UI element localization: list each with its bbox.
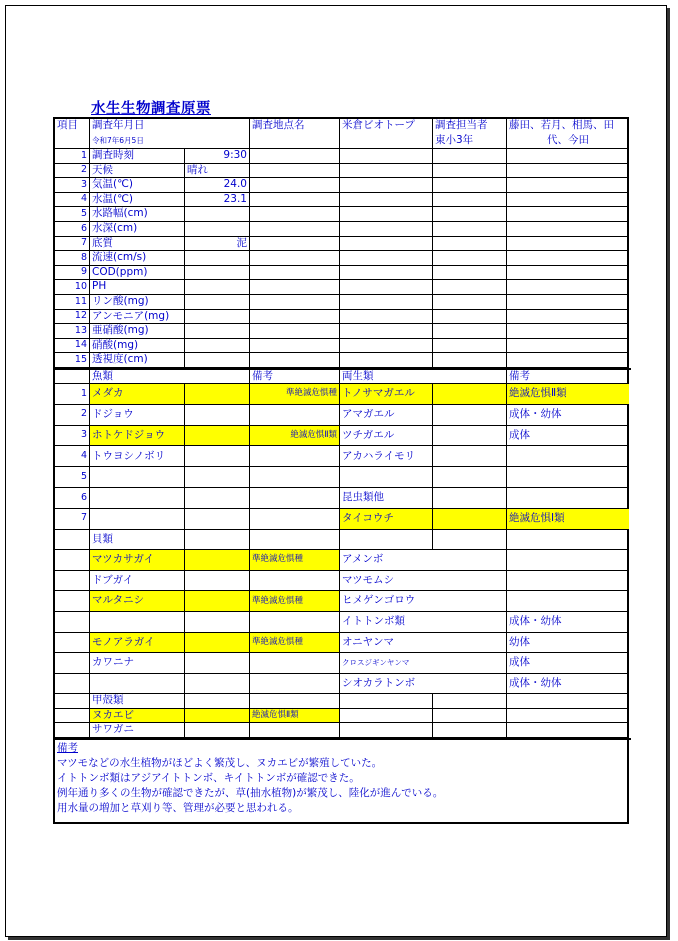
empty-cell xyxy=(433,237,507,252)
fish-name: ドジョウ xyxy=(90,405,185,426)
measurement-label: 硝酸(mg) xyxy=(90,339,185,354)
empty-cell xyxy=(340,280,433,295)
empty-cell xyxy=(55,550,90,571)
survey-sheet xyxy=(53,117,629,824)
insect-note: 成体・幼体 xyxy=(507,674,629,695)
empty-cell xyxy=(433,149,507,164)
measurement-no: 14 xyxy=(55,339,90,354)
measurement-value xyxy=(185,266,250,281)
measurement-value xyxy=(185,222,250,237)
remarks-line: 例年通り多くの生物が確認できたが、草(抽水植物)が繁茂し、陸化が進んでいる。 xyxy=(57,786,444,799)
empty-cell xyxy=(340,353,433,368)
amphibian-note: 成体・幼体 xyxy=(507,405,629,426)
empty-cell xyxy=(433,295,507,310)
measurement-label: 天候 xyxy=(90,164,185,179)
empty-cell xyxy=(55,653,90,674)
fish-note xyxy=(250,446,340,467)
insect-note: 成体・幼体 xyxy=(507,612,629,633)
remarks-line: 用水量の増加と草刈り等、管理が必要と思われる。 xyxy=(57,801,299,814)
empty-cell xyxy=(185,653,250,674)
shell-name: ドブガイ xyxy=(90,571,185,592)
amphibian-name: 昆虫類他 xyxy=(340,488,433,509)
empty-cell xyxy=(507,193,629,208)
empty-cell xyxy=(507,178,629,193)
empty-cell xyxy=(55,633,90,654)
empty-cell xyxy=(340,339,433,354)
empty-cell xyxy=(507,164,629,179)
empty-cell xyxy=(433,339,507,354)
measurement-label: 気温(℃) xyxy=(90,178,185,193)
empty-cell xyxy=(185,633,250,654)
fish-no: 3 xyxy=(55,426,90,447)
amphibian-name: タイコウチ xyxy=(340,509,433,530)
empty-cell xyxy=(507,207,629,222)
empty-cell xyxy=(433,251,507,266)
measurement-value: 晴れ xyxy=(185,164,250,179)
remarks-label: 備考 xyxy=(57,741,78,754)
fish-no: 7 xyxy=(55,509,90,530)
empty-cell xyxy=(250,266,340,281)
fish-note xyxy=(250,467,340,488)
empty-cell xyxy=(340,694,433,709)
shell-note: 準絶滅危惧種 xyxy=(250,591,340,612)
measurement-label: 底質 xyxy=(90,237,185,252)
measurement-no: 4 xyxy=(55,193,90,208)
measurement-no: 12 xyxy=(55,310,90,325)
empty-cell xyxy=(250,193,340,208)
fish-note: 準絶滅危惧種 xyxy=(250,384,340,405)
amphibian-note xyxy=(507,467,629,488)
empty-cell xyxy=(507,222,629,237)
shell-note: 準絶滅危惧種 xyxy=(250,550,340,571)
fish-note: 絶滅危惧Ⅱ類 xyxy=(250,426,340,447)
fish-no: 2 xyxy=(55,405,90,426)
crustacean-header: 甲殻類 xyxy=(90,694,185,709)
empty-cell xyxy=(433,446,507,467)
empty-cell xyxy=(250,295,340,310)
insect-name: ヒメゲンゴロウ xyxy=(340,591,507,612)
amphibian-note xyxy=(507,488,629,509)
empty-cell xyxy=(55,723,90,738)
empty-cell xyxy=(507,295,629,310)
measurement-label: 透視度(cm) xyxy=(90,353,185,368)
shell-note xyxy=(250,674,340,695)
fish-name: メダカ xyxy=(90,384,185,405)
measurement-value: 24.0 xyxy=(185,178,250,193)
measurement-label: 調査時刻 xyxy=(90,149,185,164)
empty-cell xyxy=(250,324,340,339)
empty-cell xyxy=(55,694,90,709)
amphibian-header: 両生類 xyxy=(340,370,507,384)
empty-cell xyxy=(250,178,340,193)
empty-cell xyxy=(250,149,340,164)
empty-cell xyxy=(340,723,433,738)
fish-name: ホトケドジョウ xyxy=(90,426,185,447)
empty-cell xyxy=(185,446,250,467)
empty-cell xyxy=(55,370,90,384)
empty-cell xyxy=(340,709,433,724)
empty-cell xyxy=(185,488,250,509)
staff-names-line1: 藤田、若月、相馬、田 xyxy=(509,119,614,131)
empty-cell xyxy=(507,149,629,164)
fish-no: 1 xyxy=(55,384,90,405)
fish-name xyxy=(90,488,185,509)
insect-note xyxy=(507,571,629,592)
measurement-value: 9:30 xyxy=(185,149,250,164)
measurement-no: 9 xyxy=(55,266,90,281)
fish-note xyxy=(250,405,340,426)
note-header: 備考 xyxy=(507,370,629,384)
fish-name xyxy=(90,509,185,530)
fish-note xyxy=(250,488,340,509)
measurement-no: 5 xyxy=(55,207,90,222)
date-value: 令和7年6月5日 xyxy=(90,134,250,149)
measurement-no: 7 xyxy=(55,237,90,252)
empty-cell xyxy=(507,237,629,252)
measurement-no: 2 xyxy=(55,164,90,179)
empty-cell xyxy=(185,723,250,738)
empty-cell xyxy=(250,339,340,354)
measurement-value xyxy=(185,295,250,310)
empty-cell xyxy=(185,530,250,551)
empty-cell xyxy=(433,207,507,222)
empty-cell xyxy=(433,723,507,738)
shell-name: マルタニシ xyxy=(90,591,185,612)
measurement-label: PH xyxy=(90,280,185,295)
insect-name: マツモムシ xyxy=(340,571,507,592)
empty-cell xyxy=(55,709,90,724)
amphibian-note: 絶滅危惧Ⅰ類 xyxy=(507,509,629,530)
shell-header: 貝類 xyxy=(90,530,185,551)
empty-cell xyxy=(507,324,629,339)
empty-cell xyxy=(185,694,250,709)
empty-cell xyxy=(250,280,340,295)
empty-cell xyxy=(55,591,90,612)
remarks-line: イトトンボ類はアジアイトトンボ、キイトトンボが確認できた。 xyxy=(57,771,360,784)
shell-name: モノアラガイ xyxy=(90,633,185,654)
fish-name: トウヨシノボリ xyxy=(90,446,185,467)
amphibian-note xyxy=(507,446,629,467)
shell-note: 準絶滅危惧種 xyxy=(250,633,340,654)
empty-cell xyxy=(185,426,250,447)
empty-cell xyxy=(185,509,250,530)
crustacean-note: 絶滅危惧Ⅱ類 xyxy=(250,709,340,724)
measurement-no: 8 xyxy=(55,251,90,266)
measurement-label: リン酸(mg) xyxy=(90,295,185,310)
empty-cell xyxy=(507,266,629,281)
empty-cell xyxy=(185,571,250,592)
empty-cell xyxy=(433,193,507,208)
measurement-no: 11 xyxy=(55,295,90,310)
empty-cell xyxy=(507,339,629,354)
empty-cell xyxy=(507,280,629,295)
empty-cell xyxy=(507,530,629,551)
staff-group: 東小3年 xyxy=(433,134,507,149)
item-label: 項目 xyxy=(55,119,90,149)
empty-cell xyxy=(433,509,507,530)
empty-cell xyxy=(433,266,507,281)
empty-cell xyxy=(340,237,433,252)
insect-name: イトトンボ類 xyxy=(340,612,507,633)
empty-cell xyxy=(507,310,629,325)
shell-name: カワニナ xyxy=(90,653,185,674)
date-label: 調査年月日 xyxy=(90,119,250,134)
empty-cell xyxy=(55,530,90,551)
measurement-value: 23.1 xyxy=(185,193,250,208)
empty-cell xyxy=(433,709,507,724)
empty-cell xyxy=(433,384,507,405)
empty-cell xyxy=(433,530,507,551)
amphibian-name: アマガエル xyxy=(340,405,433,426)
measurement-value xyxy=(185,280,250,295)
measurement-no: 3 xyxy=(55,178,90,193)
insect-note: 幼体 xyxy=(507,633,629,654)
amphibian-name xyxy=(340,467,433,488)
empty-cell xyxy=(507,723,629,738)
empty-cell xyxy=(185,384,250,405)
empty-cell xyxy=(340,178,433,193)
remarks-line: マツモなどの水生植物がほどよく繁茂し、ヌカエビが繁殖していた。 xyxy=(57,756,383,769)
empty-cell xyxy=(185,612,250,633)
shell-note xyxy=(250,571,340,592)
empty-cell xyxy=(250,353,340,368)
shell-name xyxy=(90,674,185,695)
amphibian-note: 成体 xyxy=(507,426,629,447)
insect-name: シオカラトンボ xyxy=(340,674,507,695)
empty-cell xyxy=(433,222,507,237)
empty-cell xyxy=(433,467,507,488)
crustacean-name: ヌカエビ xyxy=(90,709,185,724)
measurement-label: 水温(℃) xyxy=(90,193,185,208)
measurement-no: 1 xyxy=(55,149,90,164)
measurement-value xyxy=(185,207,250,222)
empty-cell xyxy=(340,149,433,164)
empty-cell xyxy=(433,310,507,325)
empty-cell xyxy=(185,405,250,426)
insect-name: オニヤンマ xyxy=(340,633,507,654)
measurement-value xyxy=(185,339,250,354)
shell-note xyxy=(250,612,340,633)
site-value: 米倉ビオトープ xyxy=(340,119,433,149)
measurement-label: 水深(cm) xyxy=(90,222,185,237)
empty-cell xyxy=(340,324,433,339)
fish-no: 6 xyxy=(55,488,90,509)
crustacean-name: サワガニ xyxy=(90,723,185,738)
staff-label: 調査担当者 xyxy=(433,119,507,134)
empty-cell xyxy=(433,324,507,339)
empty-cell xyxy=(55,571,90,592)
empty-cell xyxy=(250,310,340,325)
measurement-no: 15 xyxy=(55,353,90,368)
empty-cell xyxy=(340,207,433,222)
amphibian-name: ツチガエル xyxy=(340,426,433,447)
measurement-no: 13 xyxy=(55,324,90,339)
measurement-label: 水路幅(cm) xyxy=(90,207,185,222)
empty-cell xyxy=(250,694,340,709)
empty-cell xyxy=(507,709,629,724)
empty-cell xyxy=(433,405,507,426)
empty-cell xyxy=(433,488,507,509)
empty-cell xyxy=(340,530,433,551)
note-header: 備考 xyxy=(250,370,340,384)
amphibian-name: アカハライモリ xyxy=(340,446,433,467)
measurement-no: 10 xyxy=(55,280,90,295)
section-divider xyxy=(55,738,631,740)
measurement-no: 6 xyxy=(55,222,90,237)
measurement-value: 泥 xyxy=(185,237,250,252)
fish-note xyxy=(250,509,340,530)
empty-cell xyxy=(185,591,250,612)
empty-cell xyxy=(433,178,507,193)
empty-cell xyxy=(185,467,250,488)
shell-name xyxy=(90,612,185,633)
empty-cell xyxy=(433,280,507,295)
empty-cell xyxy=(340,310,433,325)
empty-cell xyxy=(340,193,433,208)
empty-cell xyxy=(250,237,340,252)
amphibian-name: トノサマガエル xyxy=(340,384,433,405)
fish-header: 魚類 xyxy=(90,370,250,384)
insect-name: アメンボ xyxy=(340,550,507,571)
staff-names-line2: 代、今田 xyxy=(507,134,629,149)
empty-cell xyxy=(340,295,433,310)
empty-cell xyxy=(507,694,629,709)
empty-cell xyxy=(507,353,629,368)
empty-cell xyxy=(340,266,433,281)
empty-cell xyxy=(55,674,90,695)
measurement-value xyxy=(185,251,250,266)
measurement-value xyxy=(185,310,250,325)
measurement-label: 亜硝酸(mg) xyxy=(90,324,185,339)
page-title: 水生生物調査原票 xyxy=(91,101,211,117)
empty-cell xyxy=(433,164,507,179)
empty-cell xyxy=(340,251,433,266)
fish-no: 5 xyxy=(55,467,90,488)
empty-cell xyxy=(250,251,340,266)
crustacean-note xyxy=(250,723,340,738)
insect-note: 成体 xyxy=(507,653,629,674)
measurement-label: COD(ppm) xyxy=(90,266,185,281)
empty-cell xyxy=(55,612,90,633)
empty-cell xyxy=(250,530,340,551)
empty-cell xyxy=(185,674,250,695)
fish-name xyxy=(90,467,185,488)
site-label: 調査地点名 xyxy=(250,119,340,149)
insect-note xyxy=(507,591,629,612)
empty-cell xyxy=(250,207,340,222)
empty-cell xyxy=(185,709,250,724)
empty-cell xyxy=(507,251,629,266)
empty-cell xyxy=(340,222,433,237)
empty-cell xyxy=(433,694,507,709)
measurement-label: アンモニア(mg) xyxy=(90,310,185,325)
empty-cell xyxy=(340,164,433,179)
insect-name: クロスジギンヤンマ xyxy=(340,653,507,674)
amphibian-note: 絶滅危惧Ⅱ類 xyxy=(507,384,629,405)
measurement-value xyxy=(185,353,250,368)
measurement-label: 流速(cm/s) xyxy=(90,251,185,266)
empty-cell xyxy=(433,426,507,447)
empty-cell xyxy=(250,222,340,237)
fish-no: 4 xyxy=(55,446,90,467)
empty-cell xyxy=(433,353,507,368)
measurement-value xyxy=(185,324,250,339)
shell-note xyxy=(250,653,340,674)
insect-note xyxy=(507,550,629,571)
shell-name: マツカサガイ xyxy=(90,550,185,571)
empty-cell xyxy=(185,550,250,571)
empty-cell xyxy=(250,164,340,179)
